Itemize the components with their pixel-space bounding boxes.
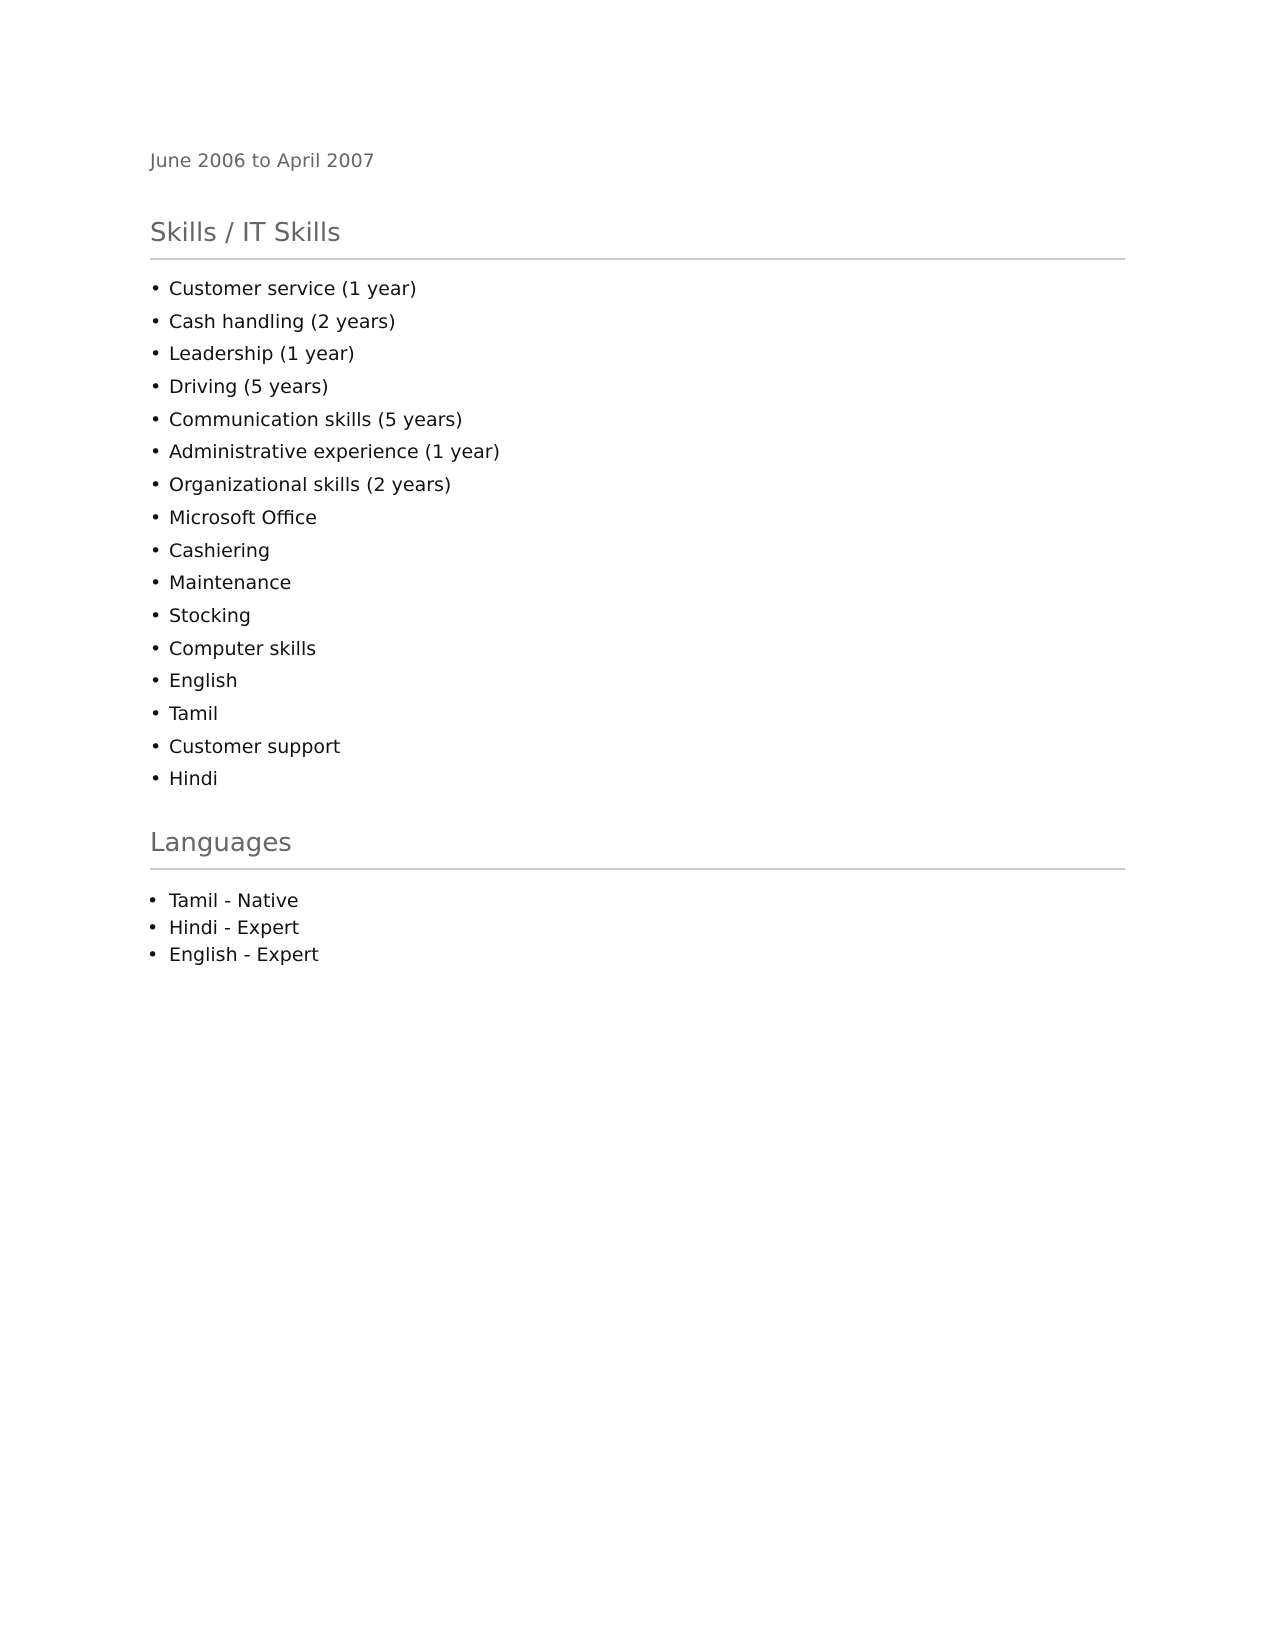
- list-item: [150, 404, 1125, 437]
- list-item: [147, 942, 1125, 969]
- bullet: •: [150, 702, 162, 725]
- language-label: Hindi - Expert: [169, 917, 300, 939]
- list-item: [150, 469, 1125, 502]
- skills-section: [150, 216, 1125, 796]
- list-item: [150, 502, 1125, 535]
- bullet: •: [150, 572, 162, 595]
- skill-label: English: [169, 670, 238, 693]
- bullet: •: [150, 539, 162, 562]
- list-item: [150, 698, 1125, 731]
- skill-label: Tamil: [169, 702, 219, 725]
- languages-list: [147, 888, 1125, 969]
- list-item: [150, 731, 1125, 764]
- list-item: [150, 535, 1125, 568]
- list-item: [150, 633, 1125, 666]
- bullet: •: [150, 637, 162, 660]
- list-item: [147, 888, 1125, 915]
- skill-label: Leadership (1 year): [169, 343, 355, 366]
- language-label: English - Expert: [169, 944, 319, 966]
- skill-label: Stocking: [169, 604, 251, 627]
- list-item: [150, 436, 1125, 469]
- skills-list: [150, 273, 1125, 796]
- bullet: •: [150, 376, 162, 399]
- bullet: •: [150, 310, 162, 333]
- languages-divider: [150, 868, 1125, 870]
- bullet: •: [150, 343, 162, 366]
- bullet: •: [150, 735, 162, 758]
- bullet: •: [150, 506, 162, 529]
- employment-date-range: June 2006 to April 2007: [150, 150, 375, 172]
- bullet: •: [150, 474, 162, 497]
- list-item: [150, 665, 1125, 698]
- list-item: [150, 338, 1125, 371]
- skill-label: Customer service (1 year): [169, 278, 417, 300]
- bullet: •: [150, 441, 162, 464]
- bullet: •: [150, 768, 162, 791]
- skill-label: Cash handling (2 years): [169, 310, 396, 333]
- bullet: •: [150, 604, 162, 627]
- bullet: •: [150, 670, 162, 693]
- skill-label: Microsoft Office: [169, 506, 317, 529]
- list-item: [150, 306, 1125, 339]
- skill-label: Computer skills: [169, 637, 317, 660]
- bullet: •: [147, 890, 159, 912]
- bullet: •: [147, 917, 159, 939]
- skill-label: Cashiering: [169, 539, 271, 562]
- skills-divider: [150, 258, 1125, 260]
- languages-section: [147, 826, 1125, 969]
- bullet: •: [150, 408, 162, 431]
- skill-label: Maintenance: [169, 572, 292, 595]
- list-item: [147, 915, 1125, 942]
- list-item: [150, 371, 1125, 404]
- list-item: [150, 567, 1125, 600]
- skill-label: Communication skills (5 years): [169, 408, 463, 431]
- skill-label: Customer support: [169, 735, 341, 758]
- bullet: •: [147, 944, 159, 966]
- bullet: •: [150, 278, 162, 300]
- list-item: [150, 600, 1125, 633]
- skill-label: Organizational skills (2 years): [169, 474, 452, 497]
- languages-heading: Languages: [150, 828, 292, 858]
- skill-label: Driving (5 years): [169, 376, 329, 399]
- list-item: [150, 763, 1125, 796]
- skill-label: Administrative experience (1 year): [169, 441, 501, 464]
- list-item: [150, 273, 1125, 306]
- skill-label: Hindi: [169, 768, 218, 791]
- language-label: Tamil - Native: [169, 890, 299, 912]
- skills-heading: Skills / IT Skills: [150, 218, 341, 248]
